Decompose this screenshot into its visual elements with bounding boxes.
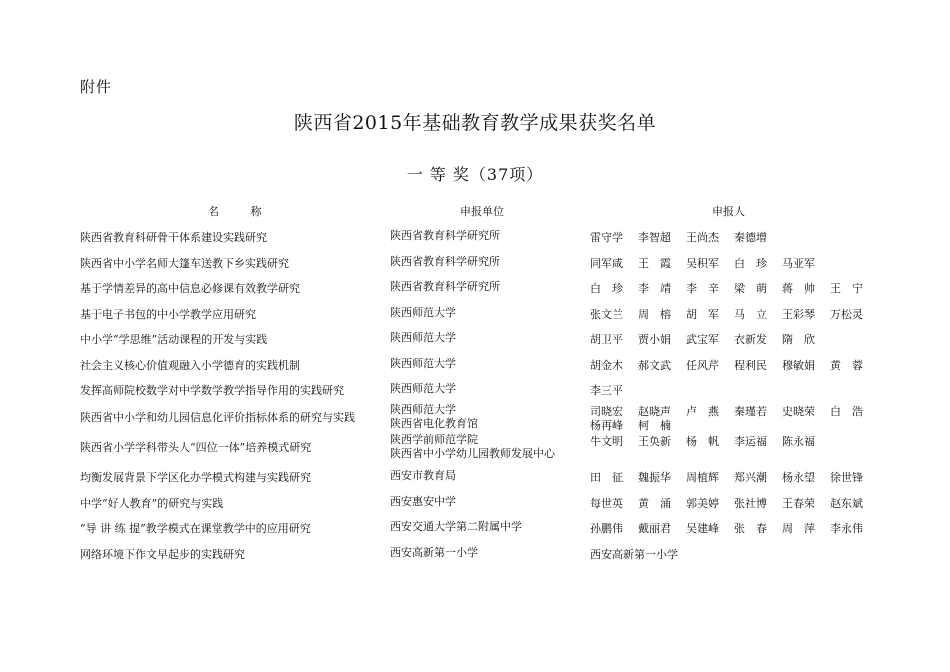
declarant-name: 胡卫平: [590, 333, 623, 346]
project-name: 陕西省教育科研骨干体系建设实践研究: [80, 231, 267, 244]
declarant-name: 柯 楠: [638, 419, 671, 432]
declarant-name: 李 靖: [638, 282, 671, 295]
declarant-name: 戴丽君: [638, 522, 671, 535]
declarant-name: 万松灵: [830, 308, 863, 321]
declaring-unit-line: 西安高新第一小学: [390, 546, 478, 559]
declarant-name: 赵东斌: [830, 497, 863, 510]
declarant-name: 贾小娟: [638, 333, 671, 346]
declarant-name: 王 霞: [638, 257, 671, 270]
project-name: 陕西省小学学科带头人“四位一体”培养模式研究: [80, 441, 312, 454]
declarant-name: 李 辛: [686, 282, 719, 295]
declarant-name: 蒋 帅: [782, 282, 815, 295]
project-name: 发挥高师院校数学对中学数学教学指导作用的实践研究: [80, 384, 344, 397]
project-name: 基于电子书包的中小学教学应用研究: [80, 308, 256, 321]
declarant-name: 郭美婷: [686, 497, 719, 510]
declarant-name: 程利民: [734, 359, 767, 372]
project-name: 陕西省中小学和幼儿园信息化评价指标体系的研究与实践: [80, 411, 355, 424]
declarant-name: 史晓荣: [782, 405, 815, 418]
declarant-name: 赵晓声: [638, 405, 671, 418]
declaring-unit: [390, 403, 478, 431]
declarant-name: 王 宁: [830, 282, 863, 295]
declarant-name: 郑兴潮: [734, 471, 767, 484]
declarant-name: 梁 萌: [734, 282, 767, 295]
declarant-name: 卢 燕: [686, 405, 719, 418]
declarant-name: 黄 涌: [638, 497, 671, 510]
declarant-name: 任风芹: [686, 359, 719, 372]
declarant-name: 胡金木: [590, 359, 623, 372]
declarant-name: 张文兰: [590, 308, 623, 321]
declarant-name: 周植辉: [686, 471, 719, 484]
project-name: 均衡发展背景下学区化办学模式构建与实践研究: [80, 471, 311, 484]
declarant-name: 武宝军: [686, 333, 719, 346]
declarant-name: 李智超: [638, 231, 671, 244]
declarant-name: 衣新发: [734, 333, 767, 346]
declarant-name: 每世英: [590, 497, 623, 510]
declarant-name: 杨 帆: [686, 435, 719, 448]
declaring-unit-line: 西安惠安中学: [390, 495, 456, 508]
declaring-unit: [390, 469, 456, 483]
declaring-unit-line: 陕西学前师范学院: [390, 433, 478, 446]
column-header-people: 申报人: [712, 205, 745, 218]
declaring-unit: [390, 520, 522, 534]
declarant-name: 徐世锋: [830, 471, 863, 484]
declaring-unit: [390, 382, 456, 396]
declarant-name: 郝文武: [638, 359, 671, 372]
column-header-name: 名 称: [208, 205, 276, 218]
declaring-unit-line: 西安市教育局: [390, 469, 456, 482]
declarant-name: 张社博: [734, 497, 767, 510]
declarant-name: 白 珍: [734, 257, 767, 270]
declarant-name: 西安高新第一小学: [590, 548, 678, 561]
project-name: 陕西省中小学名师大篷车送教下乡实践研究: [80, 257, 289, 270]
project-name: 中学“好人教育”的研究与实践: [80, 497, 224, 510]
declaring-unit: [390, 306, 456, 320]
declarant-name: 杨再峰: [590, 419, 623, 432]
column-header-unit: 申报单位: [460, 205, 504, 218]
declarant-name: 杨永望: [782, 471, 815, 484]
declarant-name: 秦德增: [734, 231, 767, 244]
declaring-unit: [390, 495, 456, 509]
declarant-name: 王奂新: [638, 435, 671, 448]
project-name: “导 讲 练 提”教学模式在课堂教学中的应用研究: [80, 522, 311, 535]
declarant-name: 王尚杰: [686, 231, 719, 244]
declarant-name: 李运福: [734, 435, 767, 448]
document-title: 陕西省2015年基础教育教学成果获奖名单: [293, 112, 657, 134]
declarant-name: 隋 欣: [782, 333, 815, 346]
declaring-unit: [390, 229, 500, 243]
declarant-name: 雷守学: [590, 231, 623, 244]
project-name: 基于学情差异的高中信息必修课有效教学研究: [80, 282, 300, 295]
declaring-unit: [390, 357, 456, 371]
project-name: 网络环境下作文早起步的实践研究: [80, 548, 245, 561]
declaring-unit-line: 陕西省中小学幼儿园教师发展中心: [390, 447, 555, 460]
declarant-name: 白 浩: [830, 405, 863, 418]
declaring-unit-line: 陕西省教育科学研究所: [390, 255, 500, 268]
project-name: 中小学“学思维”活动课程的开发与实践: [80, 333, 268, 346]
declaring-unit-line: 陕西师范大学: [390, 306, 456, 319]
award-grade-heading: 一 等 奖（37项）: [406, 165, 544, 184]
declarant-name: 孙鹏伟: [590, 522, 623, 535]
declaring-unit-line: 陕西师范大学: [390, 357, 456, 370]
declaring-unit: [390, 331, 456, 345]
declarant-name: 周 萍: [782, 522, 815, 535]
declaring-unit-line: 陕西省教育科学研究所: [390, 280, 500, 293]
declarant-name: 张 春: [734, 522, 767, 535]
declaring-unit-line: 陕西师范大学: [390, 331, 456, 344]
declaring-unit-line: 陕西师范大学: [390, 382, 456, 395]
declarant-name: 白 珍: [590, 282, 623, 295]
declaring-unit: [390, 433, 555, 461]
declaring-unit: [390, 546, 478, 560]
declaring-unit-line: 陕西师范大学: [390, 403, 456, 416]
declaring-unit-line: 西安交通大学第二附属中学: [390, 520, 522, 533]
declarant-name: 同军咸: [590, 257, 623, 270]
declarant-name: 王彩琴: [782, 308, 815, 321]
declaring-unit-line: 陕西省电化教育馆: [390, 417, 478, 430]
declarant-name: 陈永福: [782, 435, 815, 448]
declarant-name: 李永伟: [830, 522, 863, 535]
declarant-name: 王春荣: [782, 497, 815, 510]
declarant-name: 周 榕: [638, 308, 671, 321]
declaring-unit: [390, 280, 500, 294]
declarant-name: 胡 军: [686, 308, 719, 321]
declarant-name: 吴积军: [686, 257, 719, 270]
declaring-unit: [390, 255, 500, 269]
project-name: 社会主义核心价值观融入小学德育的实践机制: [80, 359, 300, 372]
declarant-name: 牛文明: [590, 435, 623, 448]
declarant-name: 马亚军: [782, 257, 815, 270]
declarant-name: 田 征: [590, 471, 623, 484]
declarant-name: 吴建峰: [686, 522, 719, 535]
attachment-label: 附件: [80, 78, 113, 96]
declarant-name: 魏振华: [638, 471, 671, 484]
declarant-name: 马 立: [734, 308, 767, 321]
declaring-unit-line: 陕西省教育科学研究所: [390, 229, 500, 242]
declarant-name: 秦瑾若: [734, 405, 767, 418]
declarant-name: 黄 蓉: [830, 359, 863, 372]
declarant-name: 穆敏娟: [782, 359, 815, 372]
declarant-name: 李三平: [590, 384, 623, 397]
declarant-name: 司晓宏: [590, 405, 623, 418]
